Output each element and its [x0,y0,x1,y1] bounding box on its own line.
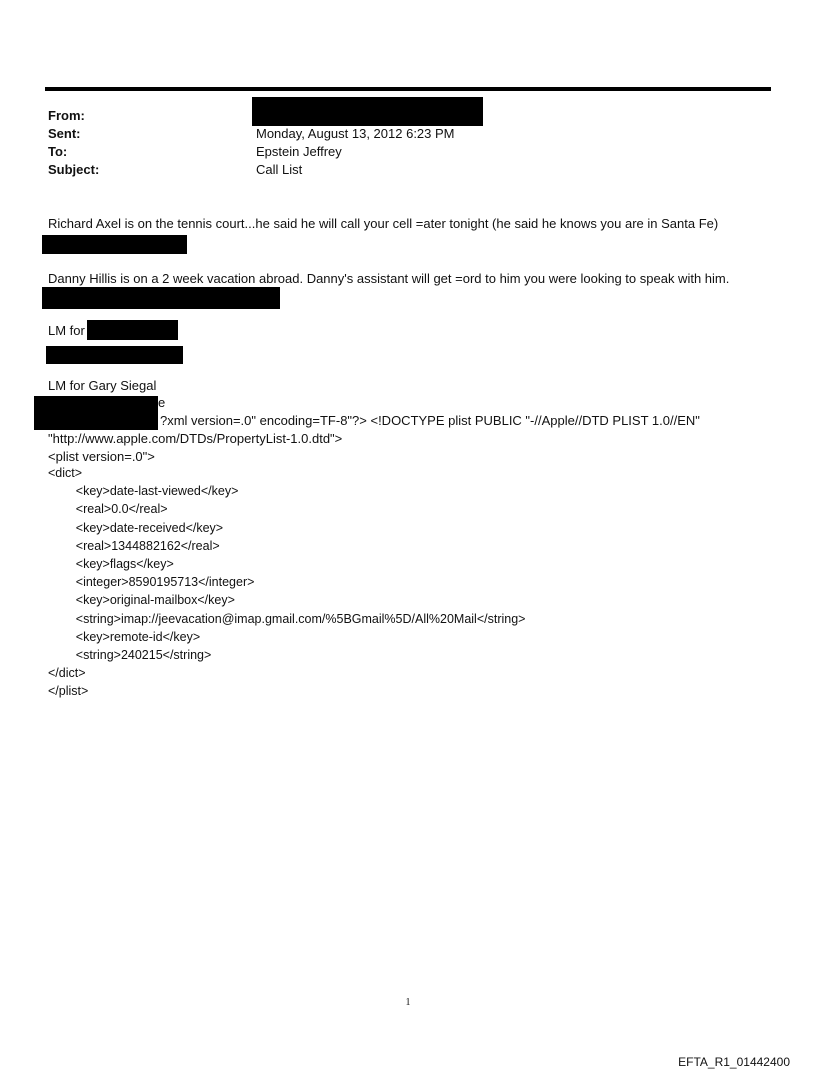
header-rule [45,87,771,91]
plist-open-line: <plist version=.0"> [48,449,155,464]
sent-value: Monday, August 13, 2012 6:23 PM [256,126,455,141]
to-value: Epstein Jeffrey [256,144,342,159]
stray-character: e [158,395,166,410]
subject-value: Call List [256,162,303,177]
to-label: To: [48,144,68,159]
lm-for-line: LM for [48,323,85,338]
xml-declaration-line: ?xml version=.0" encoding=TF-8"?> <!DOCTYPE plist PUBLIC "-//Apple//DTD PLIST 1.0//EN" [160,413,700,428]
sent-label: Sent: [48,126,81,141]
lm-for-gary-siegal: LM for Gary Siegal [48,378,157,393]
redaction-block [34,396,158,430]
from-label: From: [48,108,85,123]
from-redaction [252,97,483,126]
subject-label: Subject: [48,162,100,177]
redaction-block [42,287,280,309]
body-paragraph-richard-axel: Richard Axel is on the tennis court...he said he will call your cell =ater tonight (he said he knows you are in Santa Fe) [48,216,719,231]
page-number: 1 [405,997,411,1008]
body-paragraph-danny-hillis: Danny Hillis is on a 2 week vacation abroad. Danny's assistant will get =ord to him you were looking to speak with him. [48,271,730,286]
redaction-block [42,235,187,254]
document-id-footer: EFTA_R1_01442400 [678,1055,790,1069]
redaction-block [87,320,178,340]
dtd-url-line: "http://www.apple.com/DTDs/PropertyList-1.0.dtd"> [48,431,343,446]
plist-body: <dict> <key>date-last-viewed</key> <real>0.0</real> <key>date-received</key> <real>1344882162</real> <key>flags</key> <integer>8590195713</integer> <key>original-mailbox</key> <string>imap://jeevacation@imap.gmail.com/%5BGmail%5D/All%20Mail</string> <key>remote-id</key> <string>240215</string> </dict> </plist> [48,466,526,699]
redaction-block [46,346,183,364]
